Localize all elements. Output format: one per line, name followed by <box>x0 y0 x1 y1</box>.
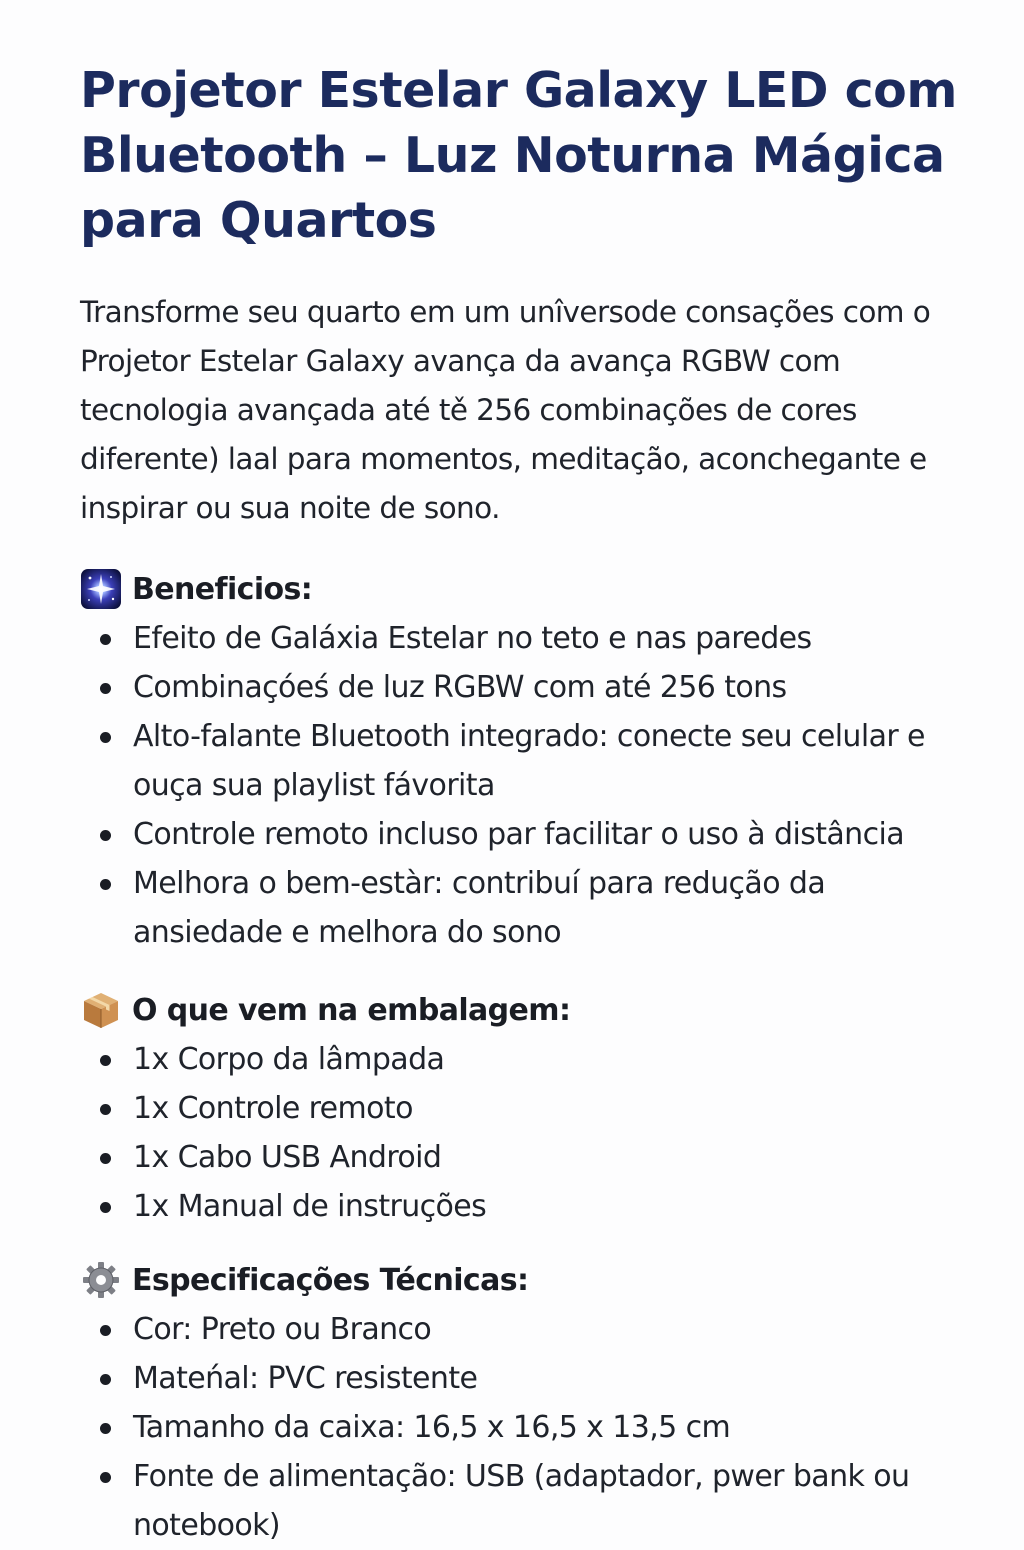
package-list <box>80 1035 960 1231</box>
specs-heading-text: Especificações Técnicas: <box>132 1262 529 1298</box>
benefits-list <box>80 614 960 957</box>
package-heading-text: O que vem na embalagem: <box>132 992 571 1028</box>
package-section <box>80 987 960 1231</box>
product-description <box>80 58 960 1550</box>
list-item: Melhora o bem-estàr: contribuí para redução da ansiedade e melhora do sono <box>80 859 960 957</box>
benefits-section <box>80 566 960 957</box>
specs-list <box>80 1305 960 1550</box>
list-item: Tamanho da caixa: 16,5 x 16,5 x 13,5 cm <box>80 1403 960 1452</box>
gear-icon <box>80 1259 122 1301</box>
specs-section <box>80 1257 960 1550</box>
list-item: Controle remoto incluso par facilitar o uso à distância <box>80 810 960 859</box>
list-item: Cor: Preto ou Branco <box>80 1305 960 1354</box>
list-item: Combinaçóeś de luz RGBW com até 256 tons <box>80 663 960 712</box>
benefits-heading <box>80 566 960 612</box>
galaxy-icon <box>80 568 122 610</box>
list-item: Mateńal: PVC resistente <box>80 1354 960 1403</box>
list-item: 1x Cabo USB Android <box>80 1133 960 1182</box>
intro-paragraph: Transforme seu quarto em um unîversode consações com o Projetor Estelar Galaxy avança da avança RGBW com tecnologia avançada até tě 256 combinações de cores diferente) laal para momentos, meditação, aconchegante e inspirar ou sua noite de sono. <box>80 295 931 525</box>
list-item: 1x Corpo da lâmpada <box>80 1035 960 1084</box>
specs-heading <box>80 1257 960 1303</box>
list-item: Efeito de Galáxia Estelar no teto e nas paredes <box>80 614 960 663</box>
package-heading <box>80 987 960 1033</box>
benefits-heading-text: Beneficios: <box>132 571 313 607</box>
list-item: 1x Manual de instruções <box>80 1182 960 1231</box>
list-item: 1x Controle remoto <box>80 1084 960 1133</box>
product-title: Projetor Estelar Galaxy LED com Bluetooth – Luz Noturna Mágica para Quartos <box>80 62 957 249</box>
list-item: Fonte de alimentação: USB (adaptador, pwer bank ou notebook) <box>80 1452 960 1550</box>
list-item: Alto-falante Bluetooth integrado: conecte seu celular e ouça sua playlist fávorita <box>80 712 960 810</box>
package-icon <box>80 989 122 1031</box>
